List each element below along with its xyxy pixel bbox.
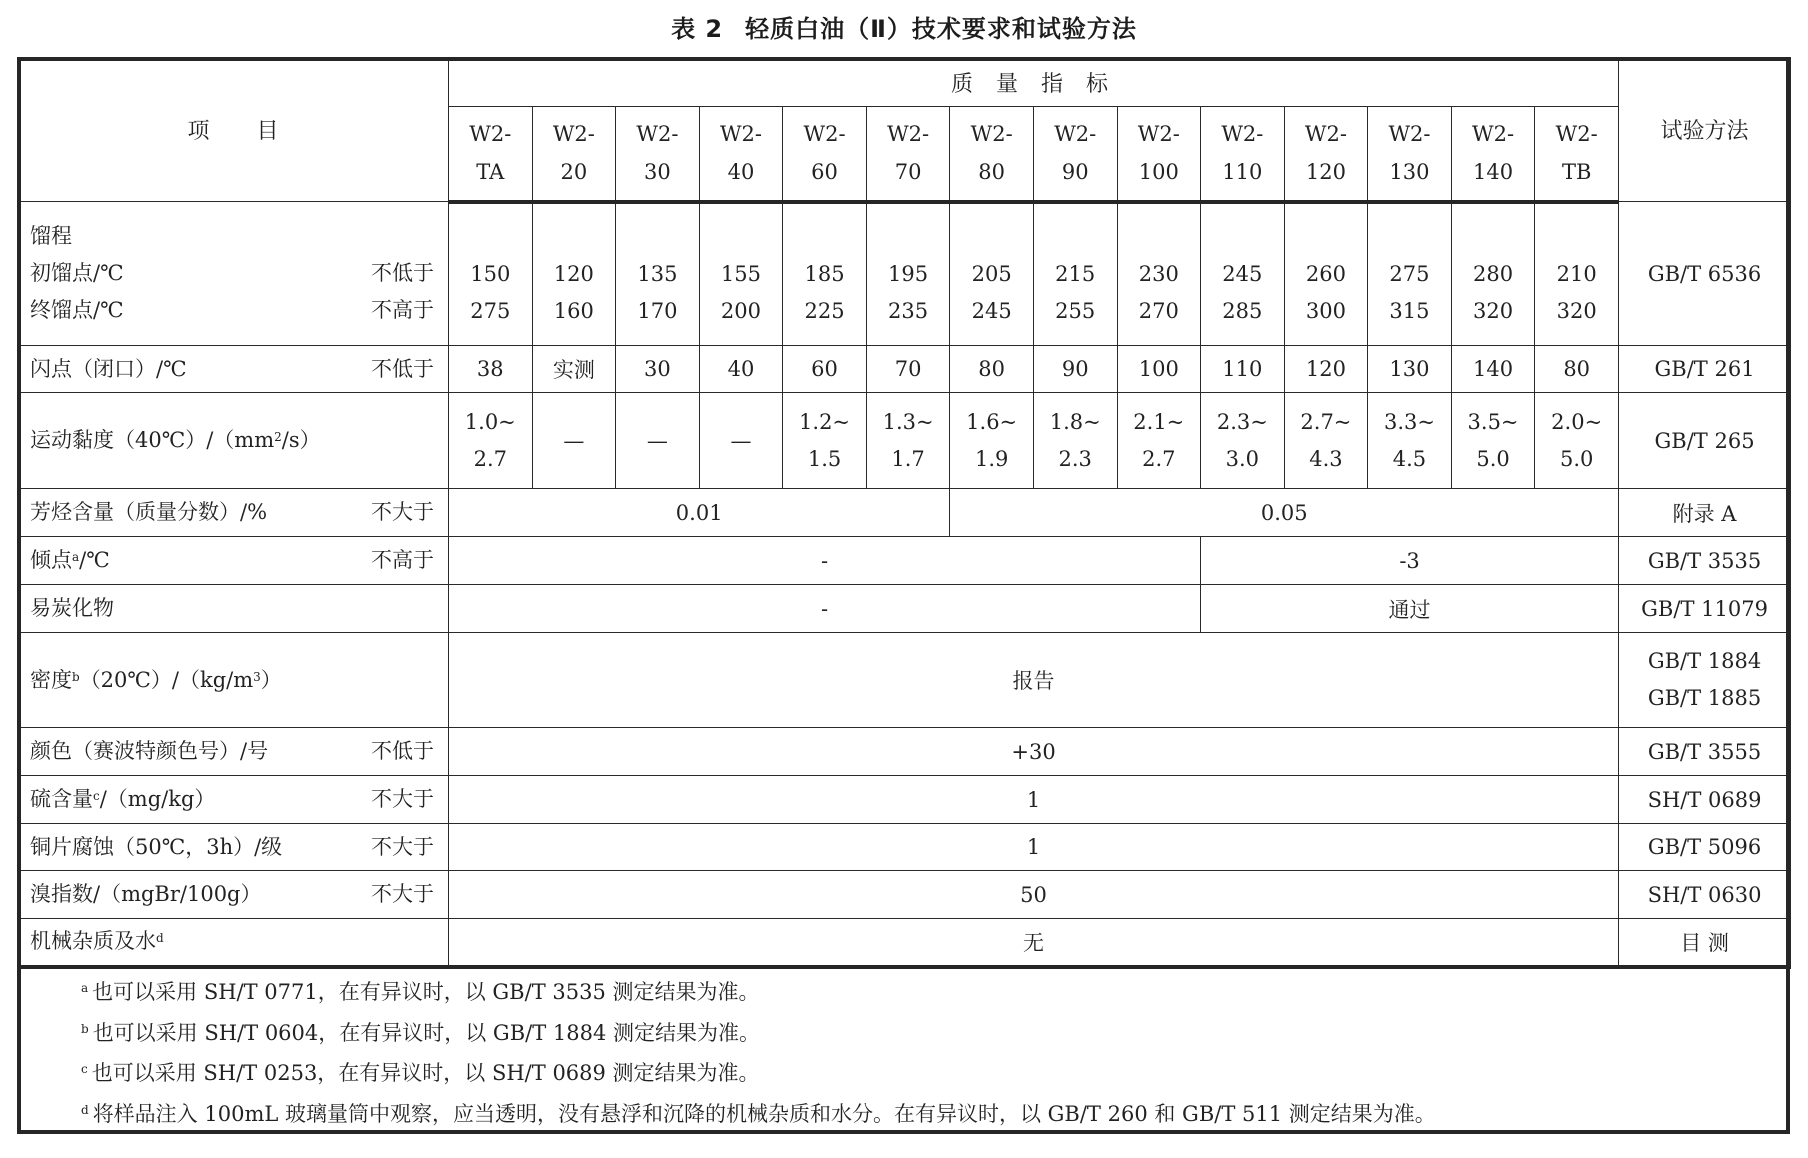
row-label-copper-corrosion: 铜片腐蚀（50℃，3h）/级 不大于 (18, 824, 449, 871)
distillation-value: 210 320 (1535, 202, 1619, 346)
distillation-value: 275 315 (1368, 202, 1452, 346)
flash-point-value: 60 (783, 346, 867, 393)
distillation-value: 280 320 (1451, 202, 1535, 346)
viscosity-value: 2.1~ 2.7 (1117, 393, 1201, 489)
table-number: 表 2 (671, 15, 724, 43)
row-label-sulfur: 硫含量$^c$/（mg/kg） 不大于 (18, 776, 449, 824)
viscosity-value: — (699, 393, 783, 489)
row-label-density: 密度$^b(20℃)/(kg/m^3)$ (18, 633, 449, 728)
flash-point-value: 140 (1451, 346, 1535, 393)
row-label-bromine-index: 溴指数/（mgBr/100g） 不大于 (18, 871, 449, 919)
viscosity-value: 2.0~ 5.0 (1535, 393, 1619, 489)
viscosity-value: 3.3~ 4.5 (1368, 393, 1452, 489)
mechanical-impurities-value: 无 (449, 919, 1619, 967)
bromine-index-value: 50 (449, 871, 1619, 919)
distillation-value: 135 170 (616, 202, 700, 346)
viscosity-value: 1.0~ 2.7 (449, 393, 533, 489)
pour-point-value-low-grades: - (449, 537, 1201, 585)
distillation-value: 155 200 (699, 202, 783, 346)
flash-point-value: 90 (1033, 346, 1117, 393)
row-label-color: 颜色（赛波特颜色号）/号 不低于 (18, 728, 449, 776)
header-method: 试验方法 (1619, 58, 1791, 202)
copper-corrosion-value: 1 (449, 824, 1619, 871)
method-distillation: GB/T 6536 (1619, 202, 1791, 346)
color-value: +30 (449, 728, 1619, 776)
viscosity-value: 1.3~ 1.7 (866, 393, 950, 489)
method-mechanical-impurities: 目 测 (1619, 919, 1791, 967)
method-aromatics: 附录 A (1619, 489, 1791, 537)
grade-header: W2- 20 (532, 107, 616, 202)
grade-header: W2- 140 (1451, 107, 1535, 202)
grade-header: W2- 60 (783, 107, 867, 202)
flash-point-value: 120 (1284, 346, 1368, 393)
distillation-value: 185 225 (783, 202, 867, 346)
footnote-a: $^a$ 也可以采用 SH/T 0771，在有异议时，以 GB/T 3535 测定结果为准。 (81, 980, 760, 1004)
row-label-mechanical-impurities: 机械杂质及水$^d$ (18, 919, 449, 967)
distillation-value: 230 270 (1117, 202, 1201, 346)
grade-header: W2- 100 (1117, 107, 1201, 202)
flash-point-value: 80 (1535, 346, 1619, 393)
grade-header: W2- 110 (1201, 107, 1285, 202)
viscosity-value: 1.8~ 2.3 (1033, 393, 1117, 489)
footnote-d: $^d$ 将样品注入 100mL 玻璃量筒中观察，应当透明，没有悬浮和沉降的机械杂质和水分。在有异议时，以 GB/T 260 和 GB/T 511 测定结果为准。 (81, 1101, 1436, 1126)
viscosity-value: 2.3~ 3.0 (1201, 393, 1285, 489)
row-label-viscosity: 运动黏度$(40℃)/(mm^2/s)$ (18, 393, 449, 489)
row-label-aromatics: 芳烃含量（质量分数）/% 不大于 (18, 489, 449, 537)
footnote-b: $^b$ 也可以采用 SH/T 0604，在有异议时，以 GB/T 1884 测定结果为准。 (81, 1020, 761, 1045)
grade-header: W2- 90 (1033, 107, 1117, 202)
distillation-value: 215 255 (1033, 202, 1117, 346)
carbonizable-value-high-grades: 通过 (1201, 585, 1619, 633)
viscosity-value: — (532, 393, 616, 489)
flash-point-value: 38 (449, 346, 533, 393)
row-label-carbonizable: 易炭化物 (18, 585, 449, 633)
table-outer-border (17, 57, 1790, 1134)
grade-header: W2- 30 (616, 107, 700, 202)
distillation-value: 120 160 (532, 202, 616, 346)
method-density: GB/T 1884 GB/T 1885 (1619, 633, 1791, 728)
method-flash-point: GB/T 261 (1619, 346, 1791, 393)
viscosity-value: 1.6~ 1.9 (950, 393, 1034, 489)
distillation-value: 205 245 (950, 202, 1034, 346)
method-color: GB/T 3555 (1619, 728, 1791, 776)
method-viscosity: GB/T 265 (1619, 393, 1791, 489)
viscosity-value: 3.5~ 5.0 (1451, 393, 1535, 489)
grade-header: W2- TA (449, 107, 533, 202)
flash-point-value: 80 (950, 346, 1034, 393)
method-pour-point: GB/T 3535 (1619, 537, 1791, 585)
distillation-value: 195 235 (866, 202, 950, 346)
flash-point-value: 100 (1117, 346, 1201, 393)
table-caption (0, 10, 1808, 48)
footnote-c: $^c$ 也可以采用 SH/T 0253，在有异议时，以 SH/T 0689 测定结果为准。 (81, 1061, 760, 1085)
method-sulfur: SH/T 0689 (1619, 776, 1791, 824)
method-copper-corrosion: GB/T 5096 (1619, 824, 1791, 871)
distillation-value: 260 300 (1284, 202, 1368, 346)
grade-header: W2- 120 (1284, 107, 1368, 202)
table-title: 轻质白油（Ⅱ）技术要求和试验方法 (745, 15, 1137, 43)
row-label-flash-point: 闪点（闭口）/℃ 不低于 (18, 346, 449, 393)
row-label-pour-point: 倾点$^a$/℃ 不高于 (18, 537, 449, 585)
method-carbonizable: GB/T 11079 (1619, 585, 1791, 633)
viscosity-value: 2.7~ 4.3 (1284, 393, 1368, 489)
header-quality-group: 质 量 指 标 (449, 58, 1619, 107)
grade-header: W2- TB (1535, 107, 1619, 202)
aromatics-value-low-grades: 0.01 (449, 489, 950, 537)
density-value: 报告 (449, 633, 1619, 728)
flash-point-value: 实测 (532, 346, 616, 393)
header-item: 项 目 (18, 58, 449, 202)
flash-point-value: 130 (1368, 346, 1452, 393)
flash-point-value: 40 (699, 346, 783, 393)
distillation-value: 150 275 (449, 202, 533, 346)
flash-point-value: 30 (616, 346, 700, 393)
carbonizable-value-low-grades: - (449, 585, 1201, 633)
pour-point-value-high-grades: -3 (1201, 537, 1619, 585)
grade-header: W2- 40 (699, 107, 783, 202)
sulfur-value: 1 (449, 776, 1619, 824)
flash-point-value: 70 (866, 346, 950, 393)
flash-point-value: 110 (1201, 346, 1285, 393)
grade-header: W2- 130 (1368, 107, 1452, 202)
distillation-value: 245 285 (1201, 202, 1285, 346)
row-label-distillation: 馏程 初馏点/℃ 不低于 终馏点/℃ 不高于 (18, 202, 449, 346)
viscosity-value: 1.2~ 1.5 (783, 393, 867, 489)
grade-header: W2- 80 (950, 107, 1034, 202)
method-bromine-index: SH/T 0630 (1619, 871, 1791, 919)
aromatics-value-high-grades: 0.05 (950, 489, 1619, 537)
grade-header: W2- 70 (866, 107, 950, 202)
viscosity-value: — (616, 393, 700, 489)
